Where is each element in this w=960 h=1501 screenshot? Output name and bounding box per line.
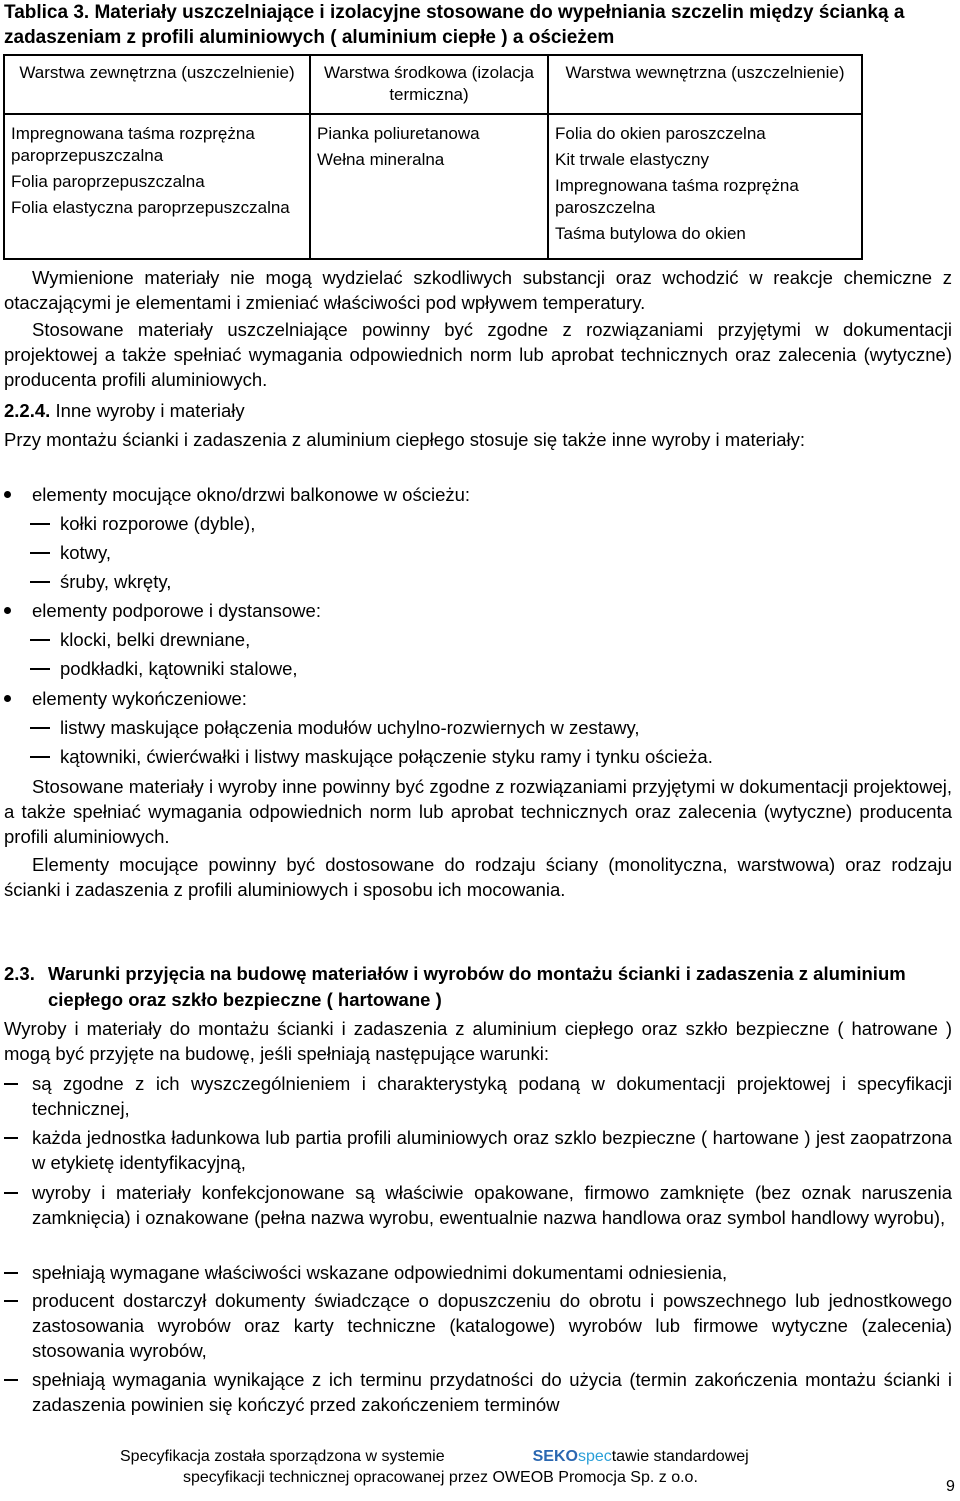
bullet-label: elementy podporowe i dystansowe:	[32, 600, 321, 621]
dash-icon	[30, 756, 50, 758]
dash-icon	[30, 523, 50, 525]
bullet-icon	[4, 491, 11, 498]
section-heading-2-2-4	[4, 398, 952, 423]
dash-text: podkładki, kątowniki stalowe,	[60, 658, 298, 679]
seko-logo: SEKO	[532, 1448, 578, 1465]
bullet-icon	[4, 695, 11, 702]
materials-table	[3, 54, 863, 260]
condition-text: spełniają wymagane właściwości wskazane odpowiednimi dokumentami odniesienia,	[32, 1262, 728, 1283]
condition-text: wyroby i materiały konfekcjonowane są właściwie opakowane, firmowo zamknięte (bez oznak naruszenia zamknięcia) i oznakowane (pełna nazwa wyrobu, ewentualnie nazwa handlowa oraz symbol handlowy wyrobu),	[32, 1182, 952, 1228]
dash-icon	[30, 639, 50, 641]
inner-item: Impregnowana taśma rozprężna paroszczelna	[555, 176, 799, 217]
header-middle-layer: Warstwa środkowa (izolacja termiczna)	[310, 55, 548, 114]
paragraph: Wyroby i materiały do montażu ścianki i zadaszenia z aluminium ciepłego oraz szkło bezpieczne ( hatrowane ) mogą być przyjęte na budowę, jeśli spełniają następujące warunki:	[4, 1018, 952, 1064]
condition-text: są zgodne z ich wyszczególnieniem i charakterystyką podaną w dokumentacji projektowej i specyfikacji technicznej,	[32, 1073, 952, 1119]
table-caption: Tablica 3. Materiały uszczelniające i izolacyjne stosowane do wypełniania szczelin między ścianką a zadaszeniam z profili aluminiowych ( aluminium ciepłe ) a ościeżem	[4, 2, 905, 48]
section-title: Warunki przyjęcia na budowę materiałów i wyrobów do montażu ścianki i zadaszenia z aluminium ciepłego oraz szkło bezpieczne ( hartowane )	[48, 963, 906, 1010]
header-inner-layer: Warstwa wewnętrzna (uszczelnienie)	[548, 55, 862, 114]
paragraph: Stosowane materiały uszczelniające powinny być zgodne z rozwiązaniami przyjętymi w dokumentacji projektowej a także spełniać wymagania odpowiednich norm lub aprobat technicznych oraz zalecenia (wytyczne) producenta profili aluminiowych.	[4, 319, 952, 390]
footer-line-1	[120, 1446, 749, 1467]
middle-layer-cell	[310, 114, 548, 259]
paragraph: Stosowane materiały i wyroby inne powinny być zgodne z rozwiązaniami przyjętymi w dokumentacji projektowej, a także spełniać wymagania odpowiednich norm lub aprobat technicznych oraz zalecenia (wytyczne) producenta profili aluminiowych.	[4, 776, 952, 847]
dash-icon	[4, 1137, 18, 1139]
bullet-label: elementy wykończeniowe:	[32, 688, 247, 709]
bullet-label: elementy mocujące okno/drzwi balkonowe w ościeżu:	[32, 484, 471, 505]
section-heading-2-3	[4, 961, 952, 1013]
dash-icon	[4, 1192, 18, 1194]
dash-icon	[4, 1379, 18, 1381]
inner-item: Kit trwale elastyczny	[555, 150, 709, 169]
dash-text: kołki rozporowe (dyble),	[60, 513, 256, 534]
footer-line-2: specyfikacji technicznej opracowanej przez OWEOB Promocja Sp. z o.o.	[183, 1469, 698, 1486]
section-title: Inne wyroby i materiały	[55, 400, 245, 421]
header-outer-layer: Warstwa zewnętrzna (uszczelnienie)	[4, 55, 310, 114]
bullet-icon	[4, 607, 11, 614]
condition-text: spełniają wymagania wynikające z ich terminu przydatności do użycia (termin zakończenia montażu ścianki i zadaszenia powinien się kończyć przed zakończeniem terminów	[32, 1369, 952, 1415]
condition-text: producent dostarczył dokumenty świadczące o dopuszczeniu do obrotu i powszechnego lub jednostkowego zastosowania wyrobów oraz karty techniczne (katalogowe) wyrobów lub firmowe wytyczne (zalecenia) stosowania wyrobów,	[32, 1290, 952, 1361]
inner-item: Taśma butylowa do okien	[555, 224, 746, 243]
middle-item: Pianka poliuretanowa	[317, 124, 480, 143]
paragraph: Przy montażu ścianki i zadaszenia z aluminium ciepłego stosuje się także inne wyroby i materiały:	[4, 429, 805, 450]
spec-logo: spec	[577, 1448, 612, 1465]
dash-icon	[30, 552, 50, 554]
footer-text: Specyfikacja została sporządzona w systemie	[120, 1448, 445, 1465]
condition-text: każda jednostka ładunkowa lub partia profili aluminiowych oraz szklo bezpieczne ( hartowane ) jest zaopatrzona w etykietę identyfikacyjną,	[32, 1127, 952, 1173]
table-header-row	[4, 55, 862, 114]
page-number: 9	[946, 1478, 955, 1495]
dash-icon	[4, 1300, 18, 1302]
dash-text: śruby, wkręty,	[60, 571, 172, 592]
inner-layer-cell	[548, 114, 862, 259]
table-body-row	[4, 114, 862, 259]
dash-icon	[30, 668, 50, 670]
dash-text: listwy maskujące połączenia modułów uchylno-rozwiernych w zestawy,	[60, 717, 640, 738]
middle-item: Wełna mineralna	[317, 150, 445, 169]
dash-icon	[4, 1083, 18, 1085]
dash-text: klocki, belki drewniane,	[60, 629, 251, 650]
outer-item: Folia elastyczna paroprzepuszczalna	[11, 198, 290, 217]
dash-icon	[30, 727, 50, 729]
paragraph: Wymienione materiały nie mogą wydzielać szkodliwych substancji oraz wchodzić w reakcje chemiczne z otaczającymi je elementami i zmieniać właściwości pod wpływem temperatury.	[4, 267, 952, 313]
outer-item: Impregnowana taśma rozprężna paroprzepuszczalna	[11, 124, 255, 165]
dash-text: kątowniki, ćwierćwałki i listwy maskujące połączenie styku ramy i tynku ościeża.	[60, 746, 713, 767]
section-number: 2.2.4.	[4, 400, 51, 421]
outer-item: Folia paroprzepuszczalna	[11, 172, 205, 191]
footer-text: tawie standardowej	[611, 1448, 749, 1465]
dash-icon	[4, 1272, 18, 1274]
dash-text: kotwy,	[60, 542, 112, 563]
outer-layer-cell	[4, 114, 310, 259]
dash-icon	[30, 581, 50, 583]
section-number: 2.3.	[4, 963, 35, 984]
inner-item: Folia do okien paroszczelna	[555, 124, 766, 143]
paragraph: Elementy mocujące powinny być dostosowane do rodzaju ściany (monolityczna, warstwowa) oraz rodzaju ścianki i zadaszenia z profili aluminiowych i sposobu ich mocowania.	[4, 854, 952, 900]
